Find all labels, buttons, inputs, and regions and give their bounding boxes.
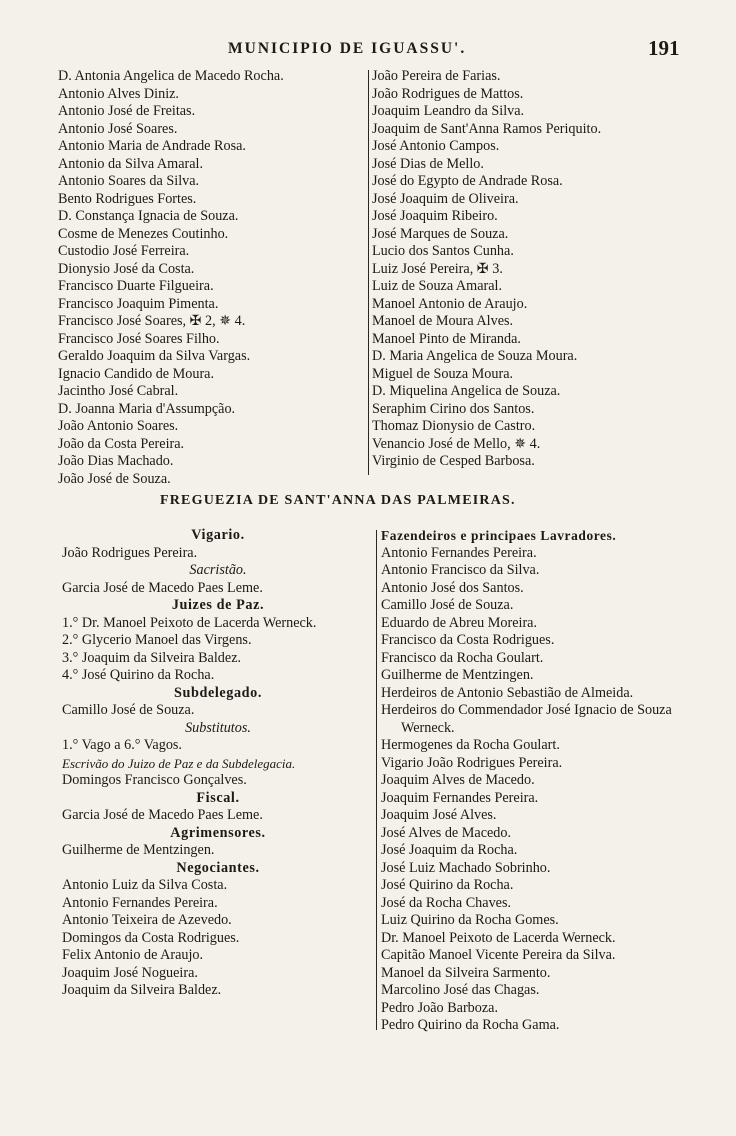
list-item: João Rodrigues de Mattos. — [372, 85, 524, 102]
list-item: Miguel de Souza Moura. — [372, 365, 514, 382]
list-item: Eduardo de Abreu Moreira. — [381, 614, 538, 631]
list-item: Dr. Manoel Peixoto de Lacerda Werneck. — [381, 929, 616, 946]
negociantes-list — [62, 877, 374, 1000]
list-item: Luiz de Souza Amaral. — [372, 278, 503, 294]
fiscal-name: Garcia José de Macedo Paes Leme. — [62, 807, 263, 823]
vigario-heading: Vigario. — [191, 527, 245, 543]
list-item: Manoel da Silveira Sarmento. — [381, 964, 551, 981]
list-item: João Dias Machado. — [58, 453, 174, 469]
list-item: Virginio de Cesped Barbosa. — [372, 453, 535, 469]
list-item: Antonio José Soares. — [58, 120, 178, 137]
section-title: FREGUEZIA DE SANT'ANNA DAS PALMEIRAS. — [160, 493, 516, 508]
fazendeiros-list — [381, 545, 717, 1035]
list-item: Joaquim Alves de Macedo. — [381, 772, 535, 788]
list-item: Joaquim José Nogueira. — [62, 964, 198, 981]
juizes-heading: Juizes de Paz. — [171, 597, 265, 613]
running-title: MUNICIPIO DE IGUASSU'. — [228, 40, 467, 57]
top-right-column — [372, 68, 702, 471]
escrivao-name: Domingos Francisco Gonçalves. — [62, 772, 247, 788]
list-item: Dionysio José da Costa. — [58, 260, 195, 277]
list-item: Ignacio Candido de Moura. — [58, 365, 215, 382]
list-item: Bento Rodrigues Fortes. — [58, 190, 197, 207]
fiscal-heading: Fiscal. — [196, 789, 240, 806]
list-item: João Antonio Soares. — [58, 418, 179, 434]
list-item: Lucio dos Santos Cunha. — [372, 243, 514, 259]
list-item: Antonio Maria de Andrade Rosa. — [58, 138, 246, 154]
column-divider-bottom — [376, 530, 377, 1030]
list-item: Custodio José Ferreira. — [58, 243, 190, 259]
list-item: Francisco José Soares Filho. — [58, 330, 220, 347]
list-item: Antonio Luiz da Silva Costa. — [62, 877, 228, 893]
list-item: Joaquim de Sant'Anna Ramos Periquito. — [372, 120, 602, 137]
list-item: Capitão Manoel Vicente Pereira da Silva. — [381, 947, 616, 963]
list-item: Manoel de Moura Alves. — [372, 313, 514, 329]
page-number: 191 — [648, 36, 680, 60]
juiz-item: 1.° Dr. Manoel Peixoto de Lacerda Werneck. — [62, 614, 317, 631]
list-item: Antonio Soares da Silva. — [58, 173, 200, 189]
list-item: Francisco José Soares, ✠ 2, ✵ 4. — [58, 313, 246, 329]
column-divider-top — [368, 70, 369, 475]
juiz-item: 3.° Joaquim da Silveira Baldez. — [62, 649, 242, 666]
list-item: José Joaquim da Rocha. — [381, 842, 518, 858]
sacristao-heading: Sacristão. — [189, 562, 247, 578]
list-item: José Dias de Mello. — [372, 155, 484, 172]
list-item: José Luiz Machado Sobrinho. — [381, 859, 551, 876]
bottom-right-column — [381, 527, 717, 1035]
list-item: Seraphim Cirino dos Santos. — [372, 400, 535, 417]
list-item: Manoel Pinto de Miranda. — [372, 330, 521, 347]
list-item: José Joaquim Ribeiro. — [372, 208, 498, 224]
juiz-item: 4.° José Quirino da Rocha. — [62, 667, 215, 683]
list-item: Joaquim José Alves. — [381, 807, 497, 823]
list-item: Manoel Antonio de Araujo. — [372, 295, 528, 312]
list-item: D. Joanna Maria d'Assumpção. — [58, 400, 236, 417]
list-item: D. Miquelina Angelica de Souza. — [372, 383, 561, 399]
list-item: Domingos da Costa Rodrigues. — [62, 929, 240, 946]
sacristao-name: Garcia José de Macedo Paes Leme. — [62, 579, 263, 596]
list-item: Antonio Fernandes Pereira. — [62, 894, 218, 911]
juiz-item: 2.° Glycerio Manoel das Virgens. — [62, 632, 252, 648]
substitutos-text: 1.° Vago a 6.° Vagos. — [62, 737, 182, 753]
list-item: Luiz Quirino da Rocha Gomes. — [381, 912, 559, 928]
bottom-left-column — [62, 527, 374, 1000]
list-item: Geraldo Joaquim da Silva Vargas. — [58, 348, 251, 364]
list-item: Antonio Francisco da Silva. — [381, 562, 540, 578]
list-item: Cosme de Menezes Coutinho. — [58, 225, 229, 242]
list-item: Francisco Duarte Filgueira. — [58, 278, 214, 294]
list-item: Jacintho José Cabral. — [58, 383, 179, 399]
list-item: José Antonio Campos. — [372, 138, 500, 154]
agrimensores-heading: Agrimensores. — [170, 824, 266, 841]
list-item: José da Rocha Chaves. — [381, 894, 512, 911]
agrimensor-name: Guilherme de Mentzingen. — [62, 842, 215, 858]
escrivao-heading: Escrivão do Juizo de Paz e da Subdelegacia. — [62, 755, 296, 771]
list-item: Venancio José de Mello, ✵ 4. — [372, 435, 541, 452]
list-item: Herdeiros de Antonio Sebastião de Almeida. — [381, 684, 634, 701]
list-item: Thomaz Dionysio de Castro. — [372, 418, 536, 434]
list-item: José do Egypto de Andrade Rosa. — [372, 173, 563, 189]
list-item: João José de Souza. — [58, 470, 171, 487]
list-item: Pedro João Barboza. — [381, 999, 499, 1016]
list-item: Antonio da Silva Amaral. — [58, 155, 204, 172]
top-left-column — [58, 68, 364, 488]
list-item: João Pereira de Farias. — [372, 68, 501, 84]
list-item: Pedro Quirino da Rocha Gama. — [381, 1017, 560, 1033]
list-item: Hermogenes da Rocha Goulart. — [381, 737, 560, 753]
list-item: Antonio Teixeira de Azevedo. — [62, 912, 232, 928]
list-item: Luiz José Pereira, ✠ 3. — [372, 260, 503, 277]
list-item: Herdeiros do Commendador José Ignacio de Souza Werneck. — [381, 702, 672, 736]
list-item: Vigario João Rodrigues Pereira. — [381, 754, 563, 771]
list-item: Camillo José de Souza. — [381, 597, 514, 613]
list-item: D. Constança Ignacia de Souza. — [58, 208, 239, 224]
list-item: José Quirino da Rocha. — [381, 877, 514, 893]
list-item: José Alves de Macedo. — [381, 824, 512, 841]
list-item: Antonio José de Freitas. — [58, 103, 196, 119]
list-item: José Joaquim de Oliveira. — [372, 190, 519, 207]
list-item: Joaquim da Silveira Baldez. — [62, 982, 222, 998]
list-item: Antonio Alves Diniz. — [58, 85, 179, 102]
list-item: Joaquim Fernandes Pereira. — [381, 789, 539, 806]
list-item: Francisco da Rocha Goulart. — [381, 649, 544, 666]
list-item: José Marques de Souza. — [372, 225, 509, 242]
list-item: João da Costa Pereira. — [58, 435, 185, 452]
fazendeiros-heading: Fazendeiros e principaes Lavradores. — [381, 528, 617, 543]
list-item: Guilherme de Mentzingen. — [381, 667, 534, 683]
list-item: Joaquim Leandro da Silva. — [372, 103, 525, 119]
subdelegado-heading: Subdelegado. — [173, 684, 263, 701]
list-item: Felix Antonio de Araujo. — [62, 947, 204, 963]
vigario-name: João Rodrigues Pereira. — [62, 544, 198, 561]
list-item: Antonio Fernandes Pereira. — [381, 544, 537, 561]
list-item: Francisco da Costa Rodrigues. — [381, 632, 555, 648]
list-item: D. Maria Angelica de Souza Moura. — [372, 348, 578, 364]
subdelegado-name: Camillo José de Souza. — [62, 702, 195, 718]
negociantes-heading: Negociantes. — [176, 859, 260, 876]
substitutos-heading: Substitutos. — [185, 719, 251, 736]
list-item: D. Antonia Angelica de Macedo Rocha. — [58, 68, 284, 84]
list-item: Antonio José dos Santos. — [381, 579, 524, 596]
list-item: Francisco Joaquim Pimenta. — [58, 295, 219, 312]
list-item: Marcolino José das Chagas. — [381, 982, 540, 998]
